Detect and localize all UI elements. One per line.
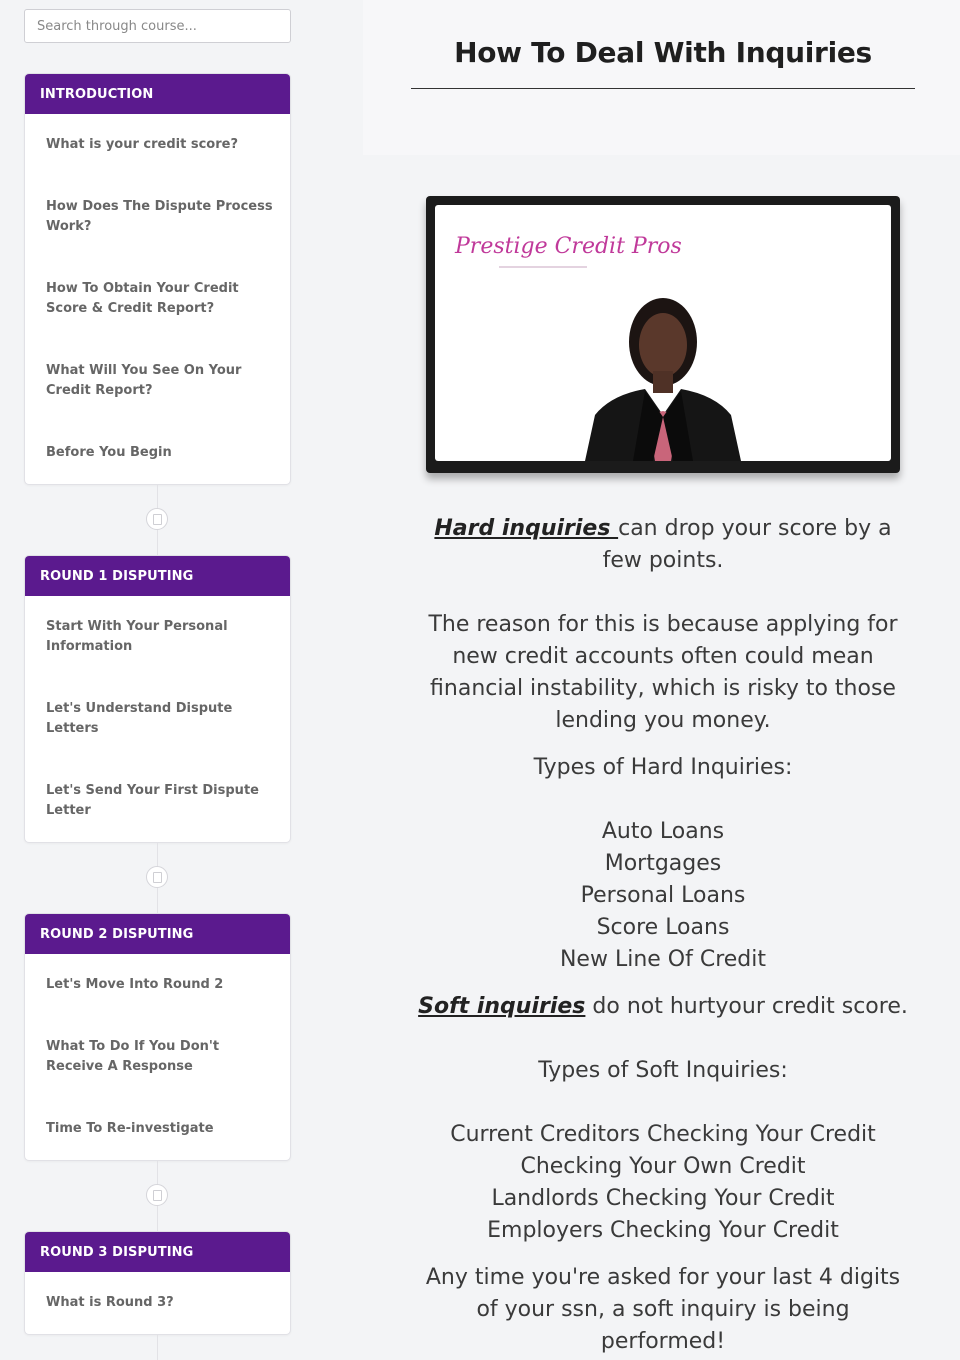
- lesson-link[interactable]: What is Round 3?: [46, 1295, 174, 1310]
- lesson-link[interactable]: Let's Understand Dispute Letters: [46, 701, 233, 736]
- presenter-figure: [585, 298, 741, 461]
- soft-types-list: [420, 1119, 906, 1247]
- list-item: Personal Loans: [580, 883, 746, 908]
- brand-logo: [454, 234, 682, 267]
- lock-icon: [146, 866, 168, 888]
- soft-inquiries-link[interactable]: Soft inquiries: [418, 994, 586, 1019]
- lesson-link[interactable]: Let's Send Your First Dispute Letter: [46, 783, 259, 818]
- lesson-link[interactable]: What Will You See On Your Credit Report?: [46, 363, 242, 398]
- video-player[interactable]: [426, 196, 900, 473]
- search-input[interactable]: [24, 9, 291, 43]
- reason-paragraph: The reason for this is because applying for new credit accounts often could mean financial instability, which is risky to those lending you money.: [428, 612, 898, 733]
- hard-types-list: [420, 816, 906, 976]
- section-round-3: [24, 1231, 291, 1335]
- soft-types-heading: Types of Soft Inquiries:: [538, 1058, 788, 1083]
- lesson-link[interactable]: What To Do If You Don't Receive A Response: [46, 1039, 220, 1074]
- section-connector: [157, 1335, 158, 1360]
- list-item: Landlords Checking Your Credit: [491, 1186, 835, 1211]
- list-item: Mortgages: [604, 851, 722, 876]
- section-header[interactable]: ROUND 1 DISPUTING: [25, 556, 290, 596]
- lesson-link[interactable]: How To Obtain Your Credit Score & Credit Report?: [46, 281, 239, 316]
- title-divider: [411, 88, 915, 89]
- hard-types-heading: Types of Hard Inquiries:: [533, 755, 793, 780]
- list-item: Current Creditors Checking Your Credit: [450, 1122, 876, 1147]
- list-item: New Line Of Credit: [559, 947, 767, 972]
- course-sidebar: [24, 9, 291, 1310]
- brand-logo-text: Prestige Credit Pros: [455, 234, 682, 259]
- soft-inquiries-intro: Soft inquiries do not hurtyour credit score.: [418, 994, 908, 1019]
- lesson-link[interactable]: Start With Your Personal Information: [46, 619, 228, 654]
- lesson-link[interactable]: Before You Begin: [46, 445, 172, 460]
- list-item: Employers Checking Your Credit: [487, 1218, 839, 1243]
- lesson-link[interactable]: Time To Re-investigate: [46, 1121, 214, 1136]
- list-item: Checking Your Own Credit: [520, 1154, 806, 1179]
- hard-inquiries-intro: Hard inquiries can drop your score by a few points.: [434, 516, 892, 573]
- hard-inquiries-link[interactable]: Hard inquiries: [434, 516, 619, 541]
- section-round-1: [24, 555, 291, 843]
- lesson-link[interactable]: What is your credit score?: [46, 137, 239, 152]
- lock-icon: [146, 1184, 168, 1206]
- section-header[interactable]: ROUND 2 DISPUTING: [25, 914, 290, 954]
- list-item: Auto Loans: [601, 819, 725, 844]
- section-round-2: [24, 913, 291, 1161]
- section-header[interactable]: INTRODUCTION: [25, 74, 290, 114]
- lock-icon: [146, 508, 168, 530]
- section-introduction: [24, 73, 291, 485]
- list-item: Score Loans: [596, 915, 730, 940]
- lesson-link[interactable]: How Does The Dispute Process Work?: [46, 199, 273, 234]
- section-header[interactable]: ROUND 3 DISPUTING: [25, 1232, 290, 1272]
- video-screen[interactable]: [435, 205, 891, 461]
- video-frame-image: [435, 205, 891, 461]
- lesson-link[interactable]: Let's Move Into Round 2: [46, 977, 224, 992]
- title-panel: [363, 0, 960, 155]
- closing-paragraph: Any time you're asked for your last 4 digits of your ssn, a soft inquiry is being performed!: [425, 1265, 901, 1354]
- page-title: How To Deal With Inquiries: [454, 36, 872, 69]
